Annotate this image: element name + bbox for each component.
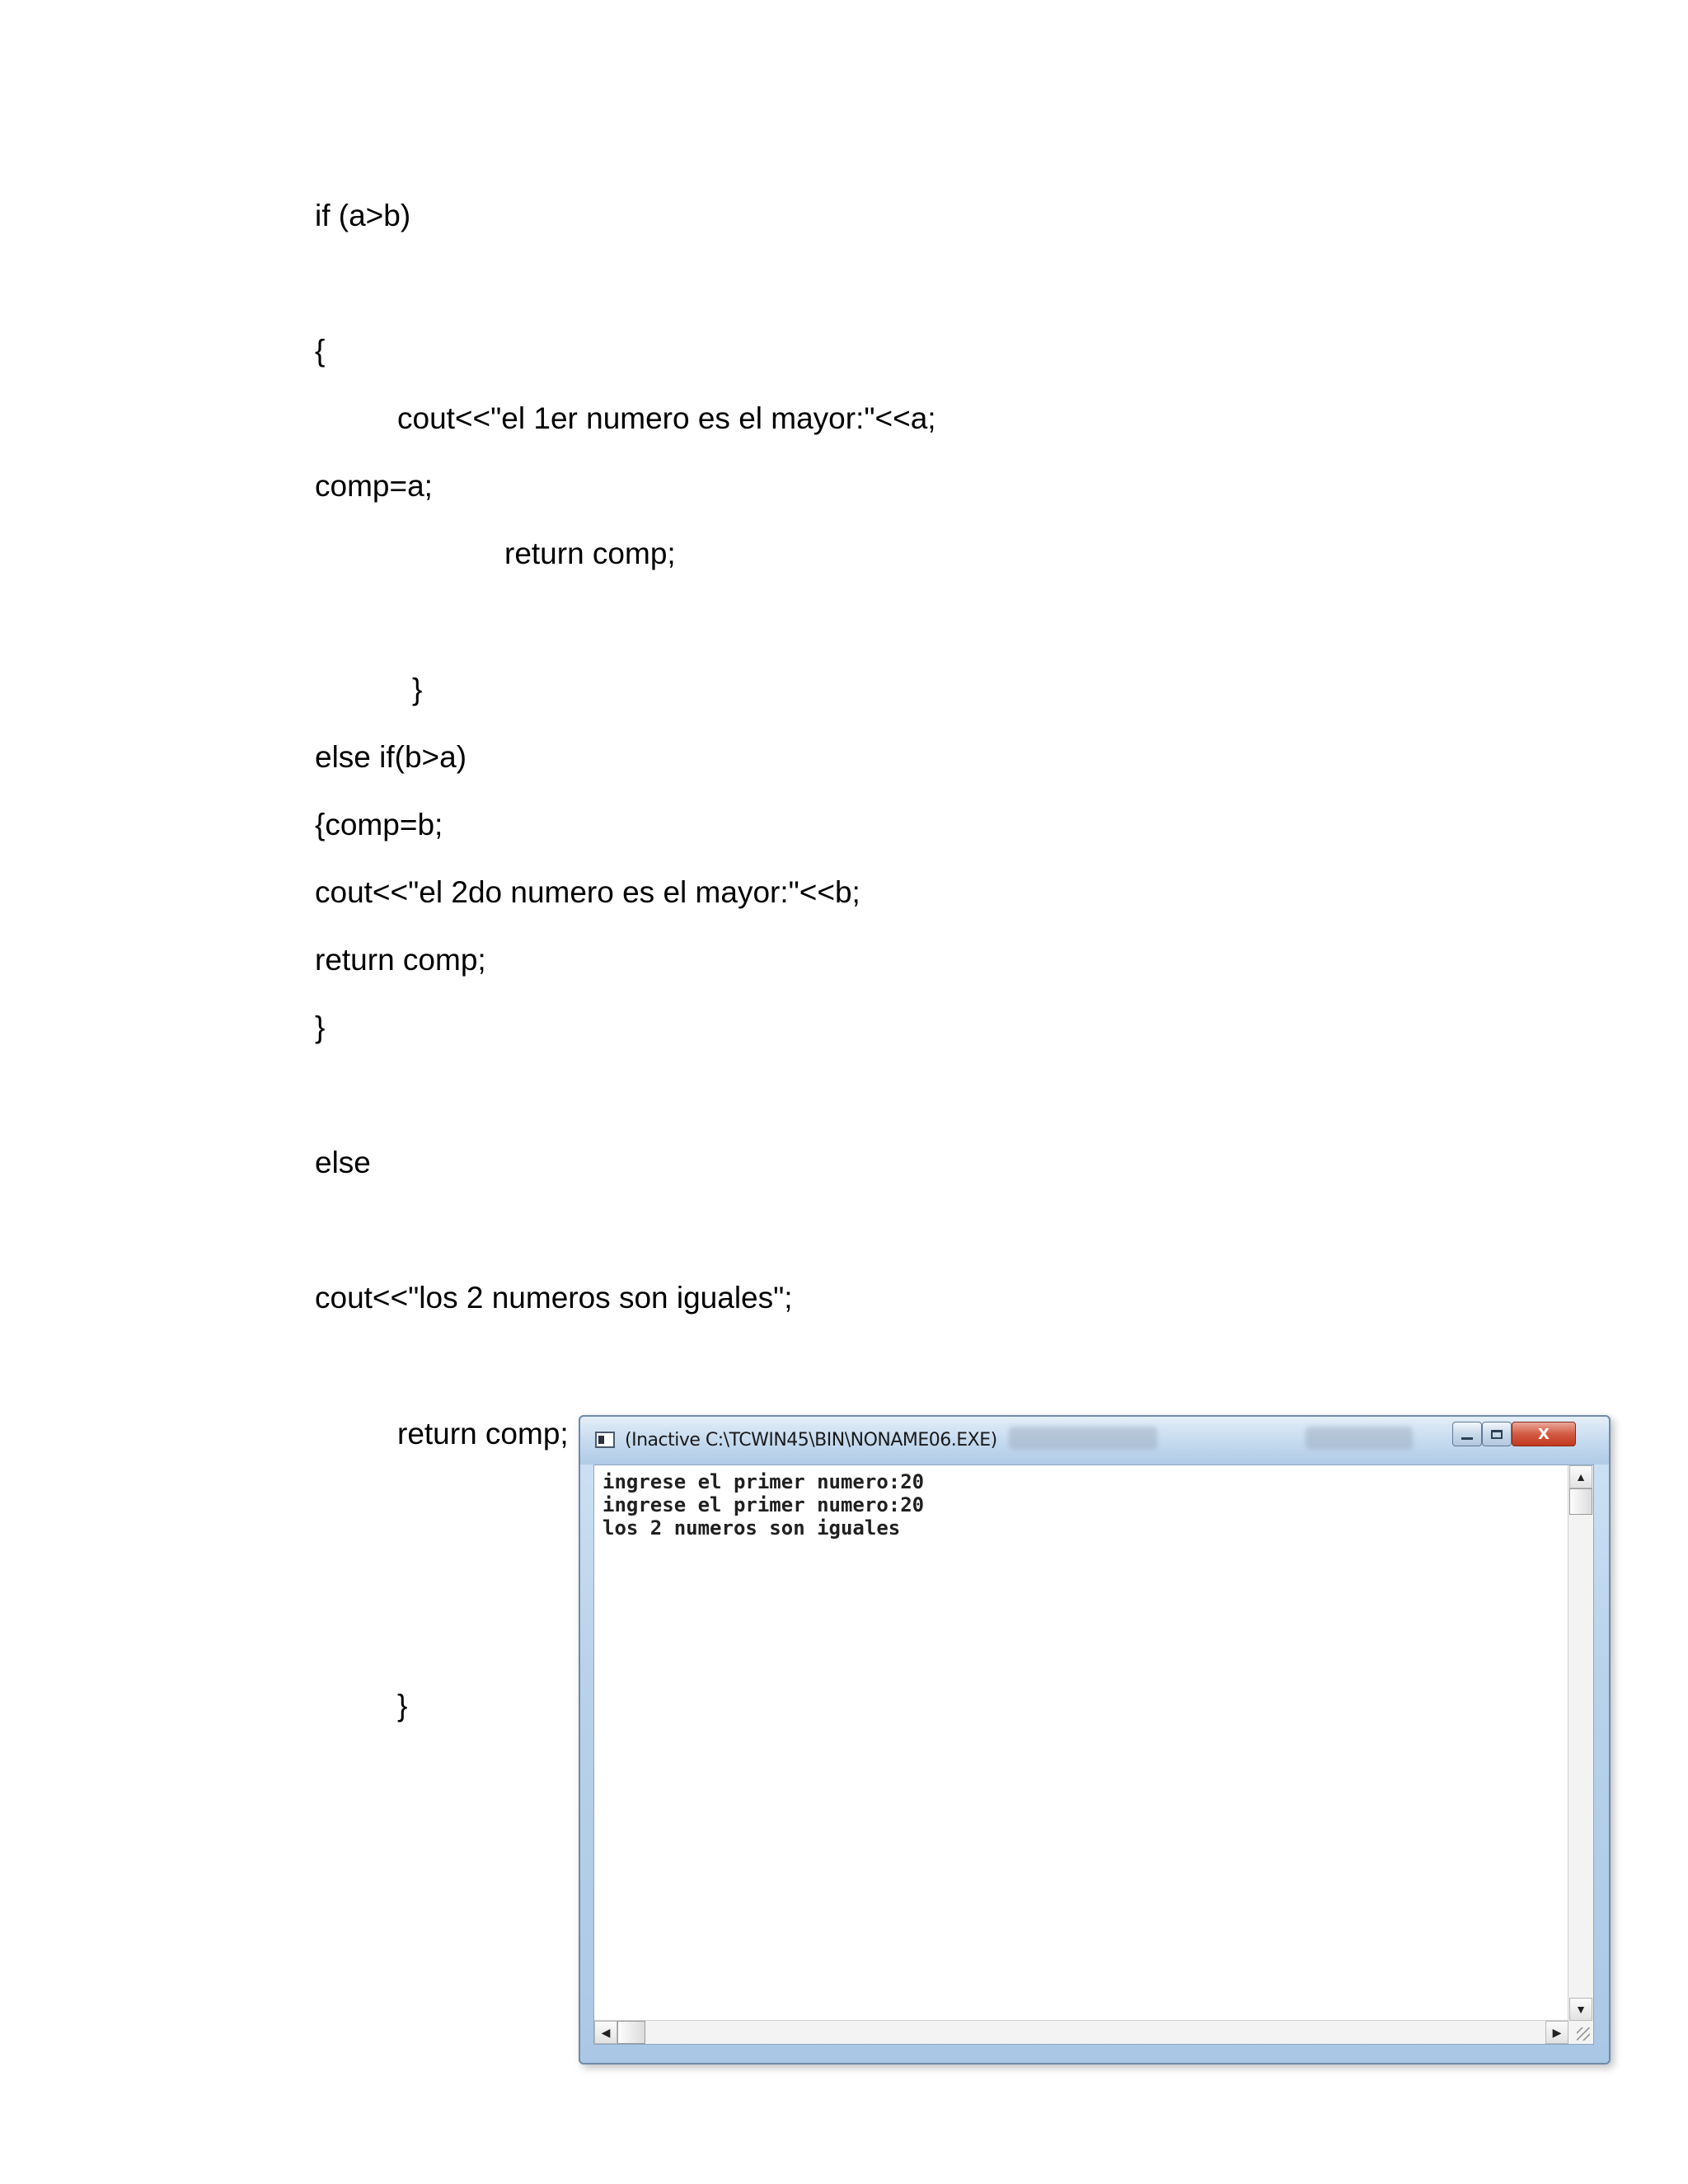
code-line-cout-equal: cout<<"los 2 numeros son iguales";: [315, 1281, 793, 1315]
code-line-return-third: return comp;: [397, 1417, 569, 1451]
minimize-button[interactable]: [1452, 1422, 1482, 1446]
horizontal-scroll-thumb[interactable]: [617, 2021, 645, 2044]
titlebar-background-blur: [1306, 1427, 1413, 1450]
vertical-scroll-thumb[interactable]: [1569, 1488, 1592, 1515]
code-line-return-first: return comp;: [504, 537, 676, 570]
code-line-if: if (a>b): [315, 199, 411, 232]
code-line-else: else: [315, 1146, 371, 1179]
arrow-down-icon[interactable]: ▼: [1569, 1998, 1592, 2021]
code-line-return-second: return comp;: [315, 943, 486, 977]
console-app-icon[interactable]: [595, 1432, 615, 1448]
console-output-area[interactable]: [593, 1465, 1594, 2045]
code-line-close-brace-third: }: [397, 1689, 408, 1722]
resize-grip-icon[interactable]: [1568, 2021, 1593, 2044]
close-icon: X: [1538, 1425, 1550, 1443]
console-window-title: (Inactive C:\TCWIN45\BIN\NONAME06.EXE): [625, 1430, 997, 1451]
arrow-up-icon[interactable]: ▲: [1569, 1465, 1592, 1488]
code-line-comp-b: {comp=b;: [315, 808, 443, 841]
maximize-icon: [1491, 1430, 1503, 1439]
horizontal-scrollbar[interactable]: [594, 2020, 1568, 2044]
console-output-line: ingrese el primer numero:20: [603, 1470, 925, 1493]
arrow-right-icon[interactable]: ▶: [1545, 2021, 1568, 2044]
code-line-close-brace-second: }: [315, 1010, 326, 1044]
code-line-else-if: else if(b>a): [315, 740, 467, 774]
console-output-line: ingrese el primer numero:20: [603, 1493, 925, 1516]
arrow-left-icon[interactable]: ◀: [594, 2021, 617, 2044]
code-line-open-brace: {: [315, 334, 326, 368]
maximize-button[interactable]: [1482, 1422, 1512, 1446]
code-line-cout-second: cout<<"el 2do numero es el mayor:"<<b;: [315, 875, 860, 909]
console-output-lines: [603, 1470, 924, 1540]
console-window[interactable]: [579, 1415, 1611, 2064]
console-titlebar[interactable]: [580, 1417, 1609, 1465]
close-button[interactable]: [1512, 1422, 1576, 1446]
titlebar-background-blur: [1009, 1427, 1157, 1450]
console-output-line: los 2 numeros son iguales: [603, 1516, 901, 1540]
minimize-icon: [1461, 1437, 1473, 1440]
code-line-cout-first: cout<<"el 1er numero es el mayor:"<<a;: [397, 401, 936, 435]
code-line-comp-a: comp=a;: [315, 469, 433, 503]
vertical-scrollbar[interactable]: [1568, 1465, 1593, 2021]
code-line-close-brace-first: }: [412, 673, 423, 706]
